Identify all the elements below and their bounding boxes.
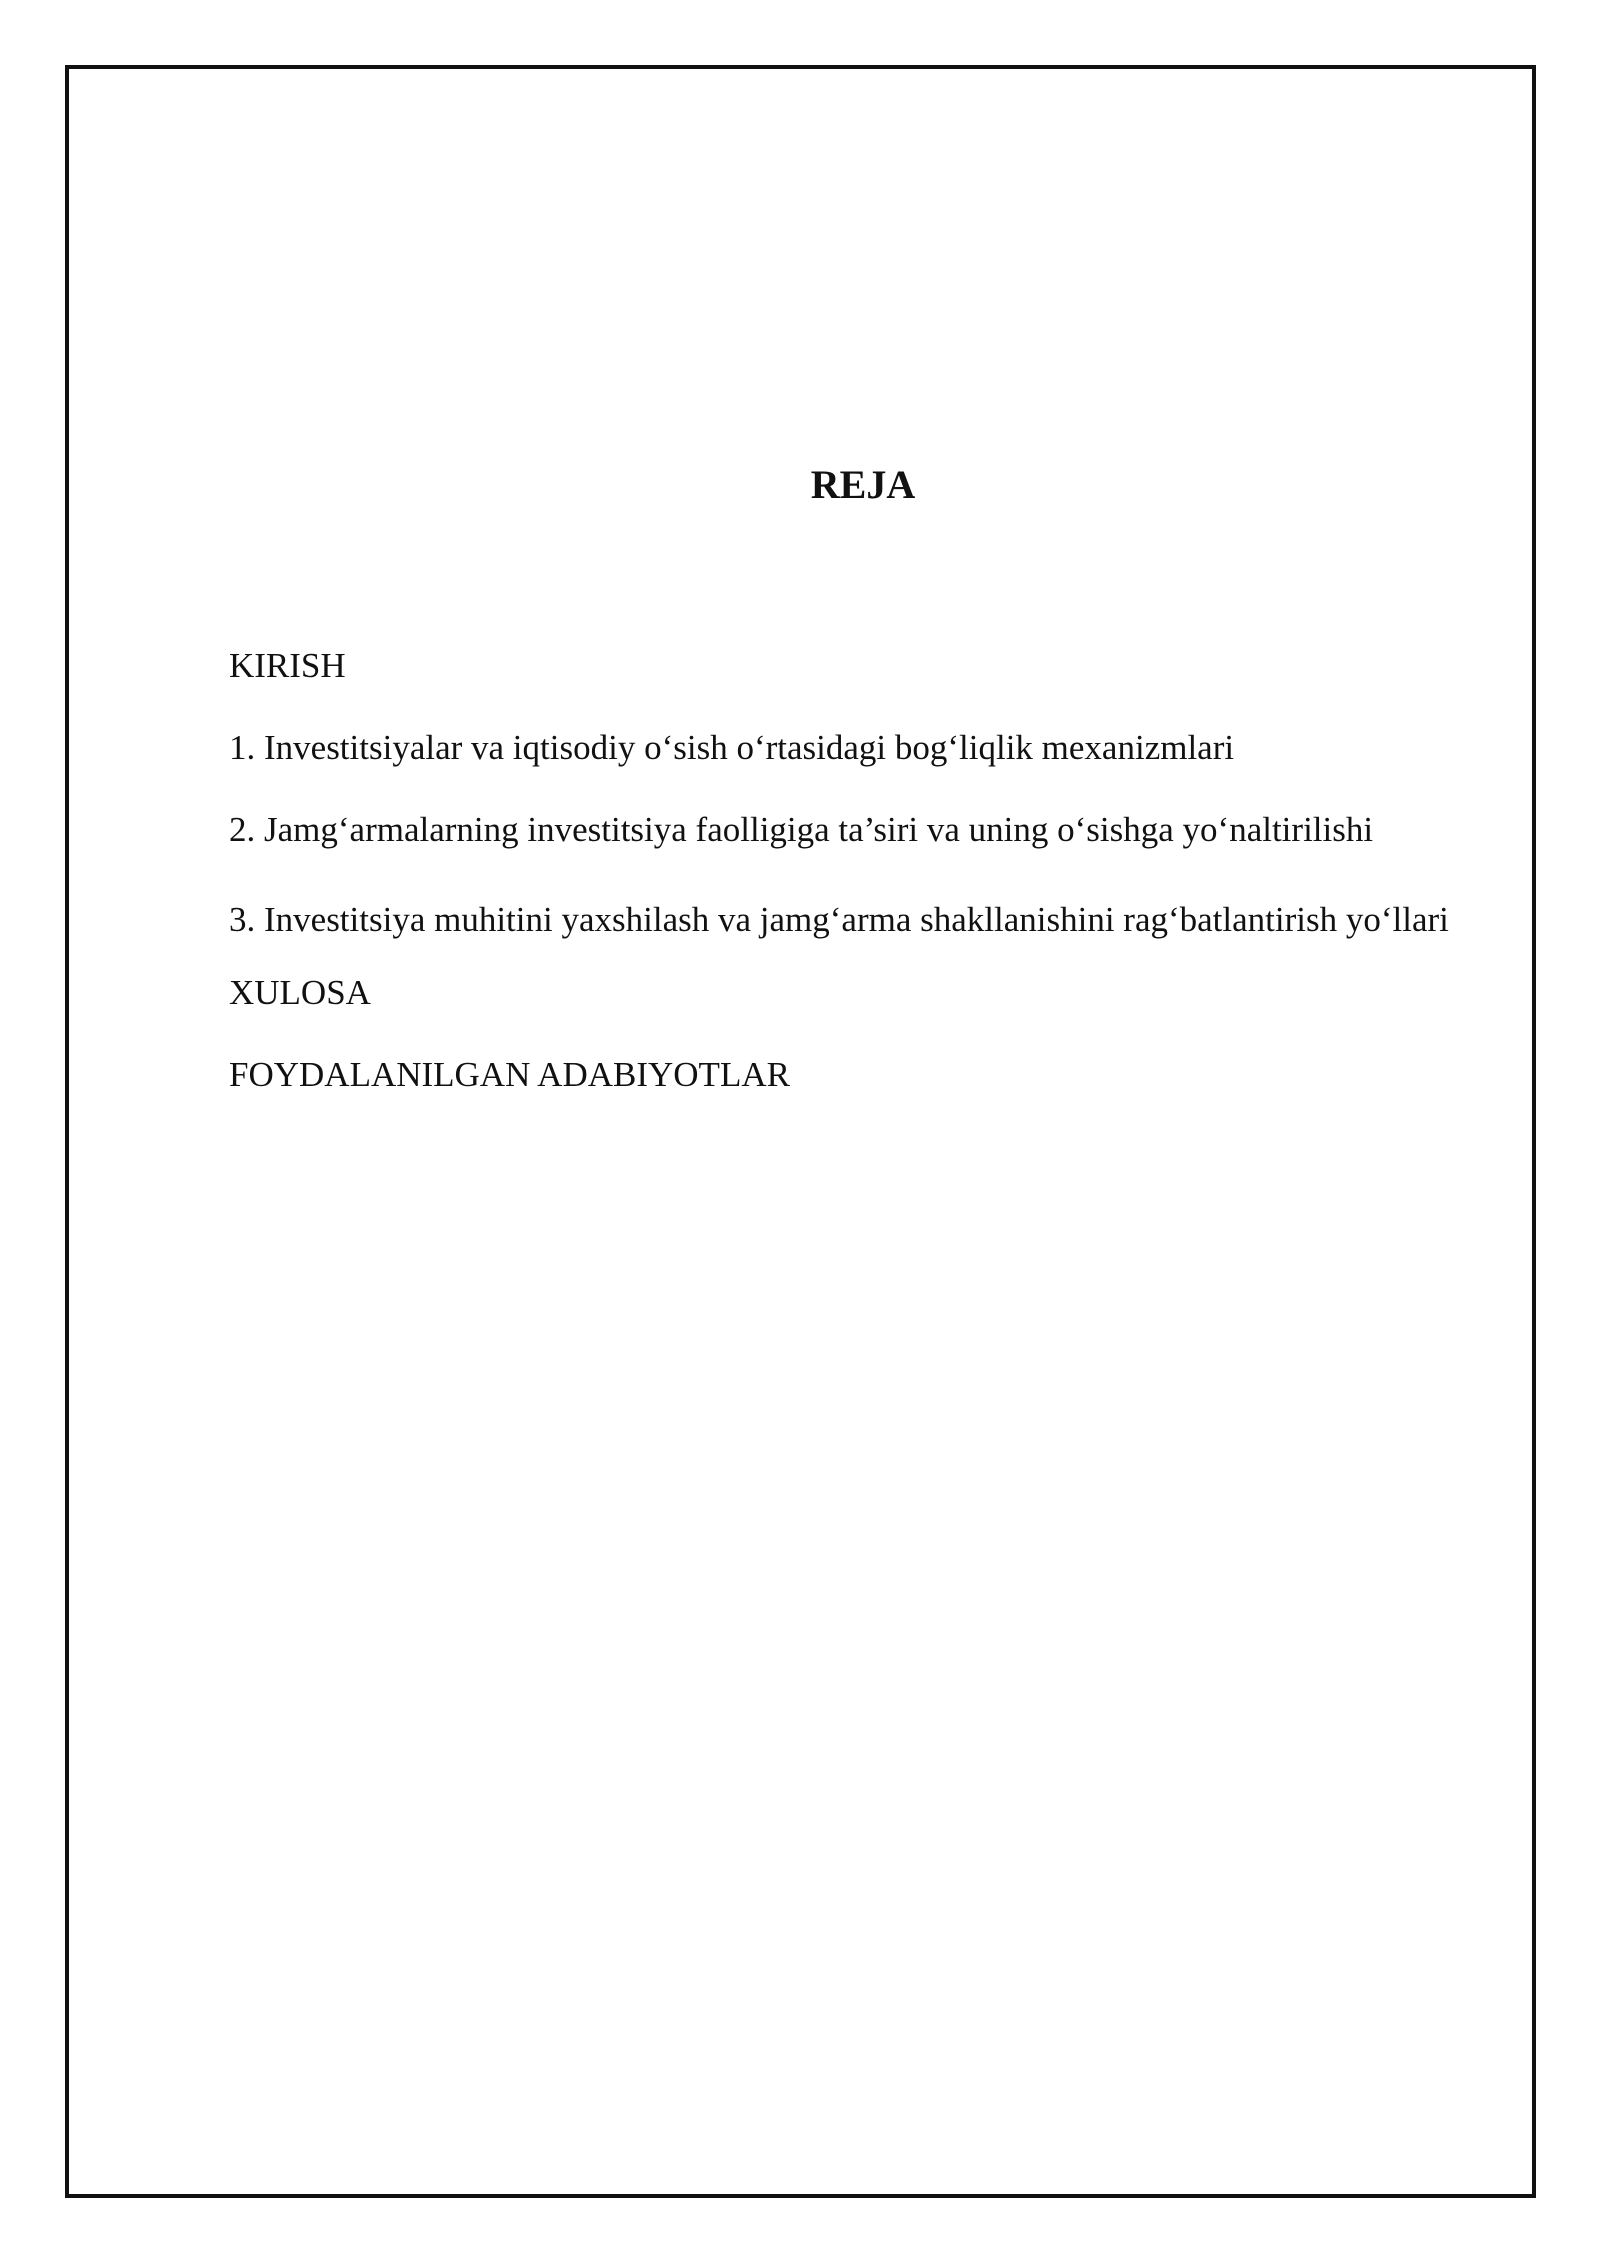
page-title: REJA — [810, 462, 916, 507]
toc-item-1: 1. Investitsiyalar va iqtisodiy o‘sish o‘rtasidagi bog‘liqlik mexanizmlari — [229, 728, 1235, 767]
toc-item-xulosa: XULOSA — [229, 973, 371, 1012]
toc-item-2: 2. Jamg‘armalarning investitsiya faolligiga ta’siri va uning o‘sishga yo‘naltirilishi — [229, 810, 1374, 849]
toc-item-kirish: KIRISH — [229, 646, 346, 685]
toc-item-references: FOYDALANILGAN ADABIYOTLAR — [229, 1055, 790, 1094]
table-of-contents — [229, 641, 1489, 1132]
toc-item-3: 3. Investitsiya muhitini yaxshilash va jamg‘arma shakllanishini rag‘batlantirish yo‘llari — [229, 900, 1449, 939]
